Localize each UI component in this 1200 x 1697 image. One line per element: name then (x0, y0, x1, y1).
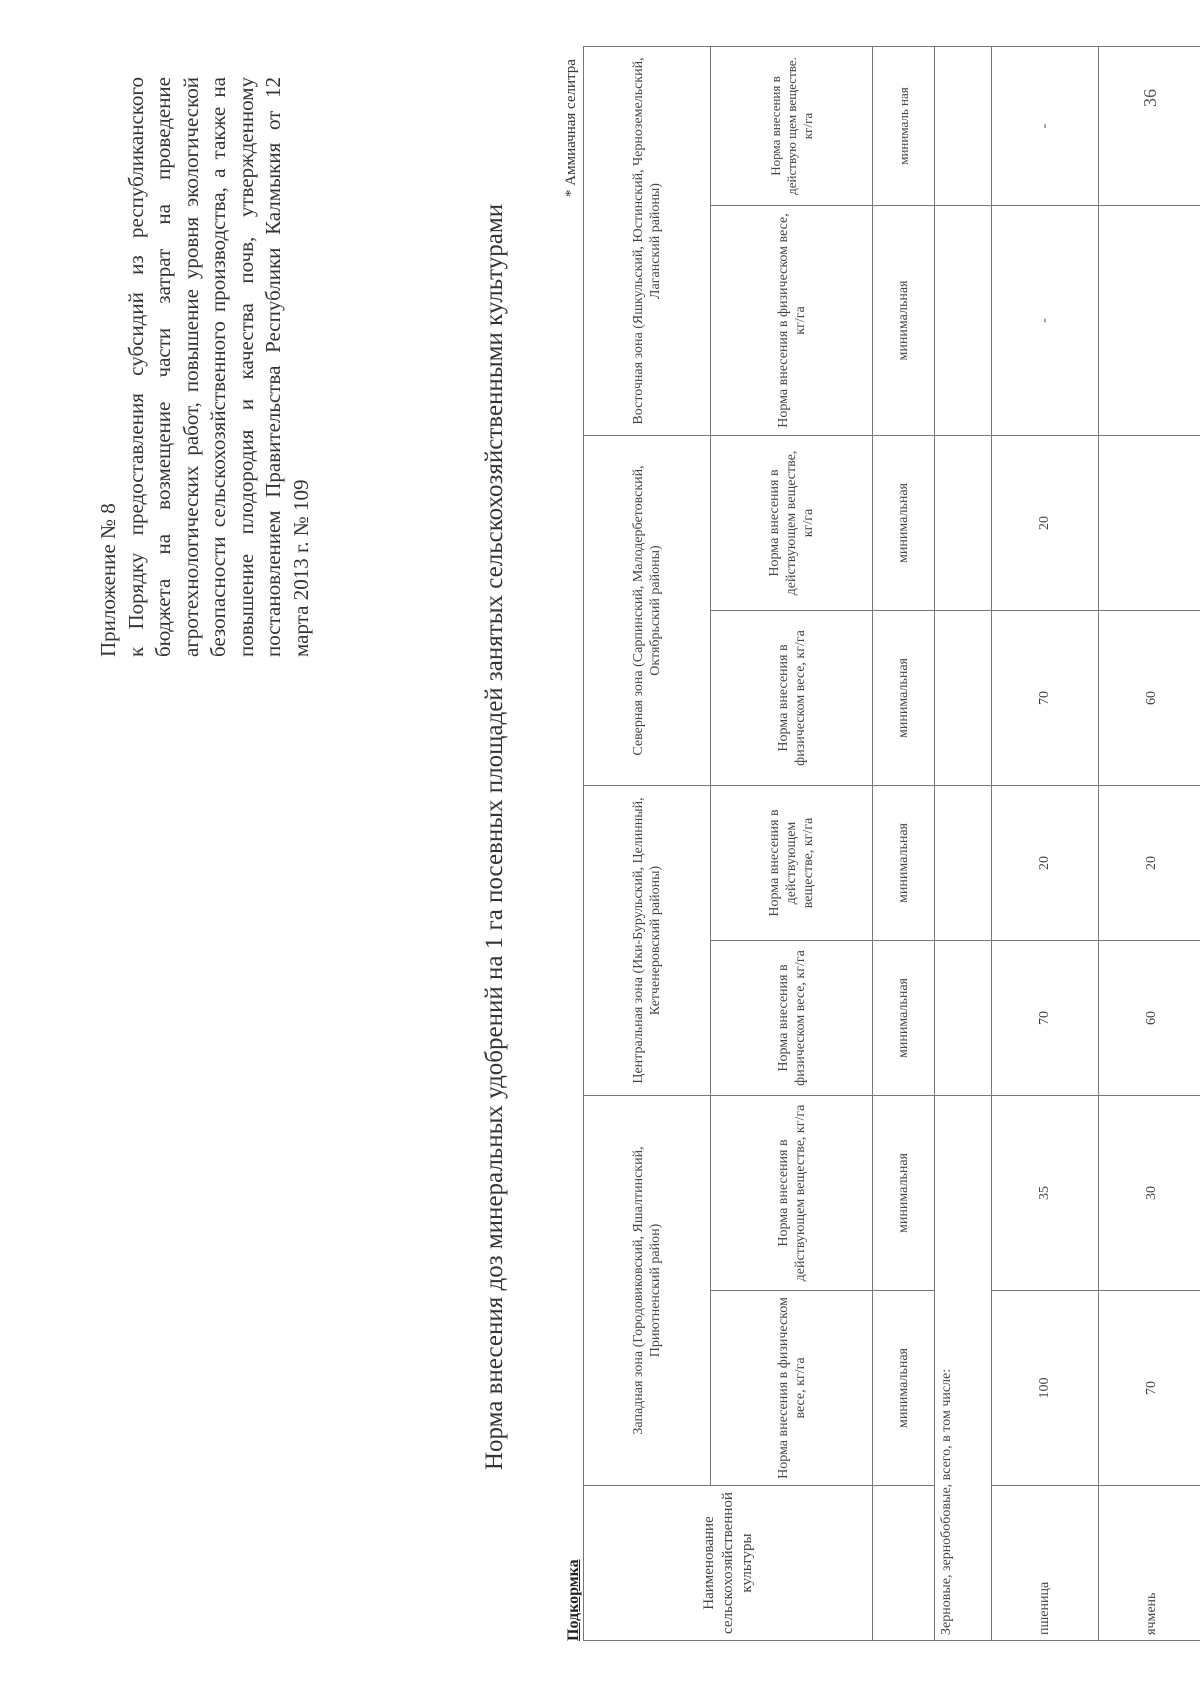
group-empty-cell (935, 206, 992, 436)
appendix-block (95, 77, 315, 657)
west-physical-header: Норма внесения в физическом весе, кг/га (711, 1291, 873, 1486)
fertilizer-norms-table (583, 46, 1200, 1641)
value-cell: 70 (1099, 1291, 1200, 1486)
minmax-cell: минимальная (873, 1291, 935, 1486)
east-physical-header: Норма внесения в физическом весе, кг/га (711, 206, 873, 436)
appendix-body: к Порядку предоставления субсидий из республиканского бюджета на возмещение части затрат на проведение агротехнологических работ, повышение уровня экологической безопасности сельскохозяйственного производства, а также на повышение плодородия и качества почв, утвержденному постановлением Правительства Республики Калмыкия от 12 марта 2013 г. № 109 (123, 77, 313, 657)
west-active-header: Норма внесения в действующем веществе, кг/га (711, 1096, 873, 1291)
document-title: Норма внесения доз минеральных удобрений на 1 га посевных площадей занятых сельскохозяйственными культурами (481, 203, 508, 1471)
value-cell: 60 (1099, 611, 1200, 786)
value-cell (1099, 436, 1200, 611)
north-physical-header: Норма внесения в физическом весе, кг/га (711, 611, 873, 786)
group-label: Зерновые, зернобобовые, всего, в том числе: (935, 1096, 992, 1641)
appendix-title: Приложение № 8 (96, 503, 120, 657)
value-cell (1099, 46, 1200, 205)
group-empty-cell (935, 611, 992, 786)
group-empty-cell (935, 941, 992, 1096)
central-physical-header: Норма внесения в физическом весе, кг/га (711, 941, 873, 1096)
value-cell: - (992, 46, 1099, 205)
minmax-crop-cell (873, 1486, 935, 1641)
crop-header: Наименование сельскохозяйственной культуры (584, 1486, 873, 1641)
value-cell: 20 (992, 436, 1099, 611)
group-row (935, 46, 992, 1640)
value-cell: 60 (1099, 941, 1200, 1096)
value-cell: 20 (992, 786, 1099, 941)
table-row (992, 46, 1099, 1640)
minmax-row (873, 46, 935, 1640)
minmax-cell: минимальная (873, 786, 935, 941)
east-active-header: Норма внесения в действую щем веществе. кг/га (711, 46, 873, 205)
value-cell (1099, 206, 1200, 436)
value-cell: - (992, 206, 1099, 436)
central-active-header: Норма внесения в действующем веществе, кг/га (711, 786, 873, 941)
zone-north-header: Северная зона (Сарпинский, Малодербетовский, Октябрьский районы) (584, 436, 711, 786)
minmax-cell: минимальная (873, 206, 935, 436)
value-cell: 70 (992, 611, 1099, 786)
value-cell: 70 (992, 941, 1099, 1096)
table-row (1099, 46, 1200, 1640)
group-empty-cell (935, 46, 992, 205)
page-number: 36 (1140, 89, 1160, 107)
subheader-row (711, 46, 873, 1640)
north-active-header: Норма внесения в действующем веществе, кг/га (711, 436, 873, 611)
minmax-cell: минимальная (873, 1096, 935, 1291)
value-cell: 20 (1099, 786, 1200, 941)
minmax-cell: минимальная (873, 941, 935, 1096)
crop-name: ячмень (1099, 1486, 1200, 1641)
value-cell: 30 (1099, 1096, 1200, 1291)
crop-name: пшеница (992, 1486, 1099, 1641)
value-cell: 35 (992, 1096, 1099, 1291)
zone-central-header: Центральная зона (Ики-Бурульский, Целинный, Кетченеровский районы) (584, 786, 711, 1096)
value-cell: 100 (992, 1291, 1099, 1486)
group-empty-cell (935, 436, 992, 611)
group-empty-cell (935, 786, 992, 941)
footnote: * Аммиачная селитра (563, 59, 579, 197)
zone-west-header: Западная зона (Городовиковский, Яшалтинский, Приютненский район) (584, 1096, 711, 1486)
section-label: Подкормка (565, 1559, 582, 1641)
minmax-cell: минимальная (873, 436, 935, 611)
minmax-cell: минимальная (873, 611, 935, 786)
zone-east-header: Восточная зона (Яшкульский, Юстинский, Черноземельский, Лаганский районы) (584, 46, 711, 435)
minmax-cell: минималь ная (873, 46, 935, 205)
zone-header-row (584, 46, 711, 1640)
